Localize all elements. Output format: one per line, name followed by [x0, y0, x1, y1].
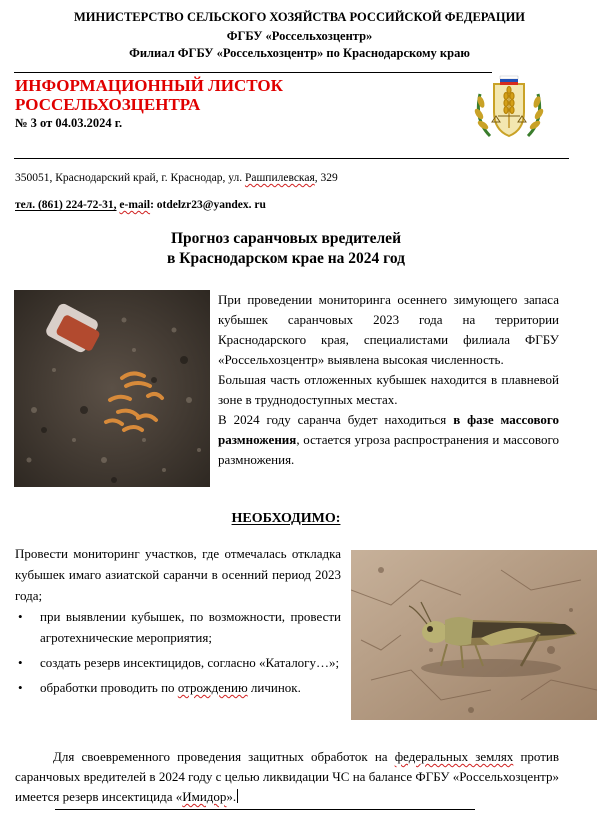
phone: тел. (861) 224-72-31, [15, 199, 117, 211]
address-text: 350051, Краснодарский край, г. Краснодар, ул. [15, 172, 245, 184]
para3-emphasis: в фазе массового размножения [218, 412, 559, 447]
email-label: e-mail [119, 199, 151, 211]
address [15, 172, 338, 184]
contact-line [15, 199, 266, 211]
article-paragraph-1: При проведении мониторинга осеннего зимующего запаса кубышек саранчовых 2023 года на территории Краснодарского края, специалистами филиала ФГБУ «Россельхозцентр» выявлена высокая численность. [218, 292, 559, 367]
para3-text-end: , остается угроза распространения и массового размножения. [218, 432, 559, 467]
bullet-icon: • [18, 609, 23, 624]
closing-text-end: ». [226, 789, 237, 804]
necessary-intro: Провести мониторинг участков, где отмечалась откладка кубышек имаго азиатской саранчи в осенний период 2023 года; [15, 546, 341, 603]
address-number: , 329 [314, 172, 338, 184]
closing-text-mid: против саранчовых вредителей в 2024 году с целью ликвидации ЧС на балансе ФГБУ «Россельхозцентр» имеется резерв инсектицида « [15, 749, 559, 804]
para3-text: В 2024 году саранча будет находиться [218, 412, 454, 427]
agency-name: ФГБУ «Россельхозцентр» [226, 29, 373, 43]
article-title-line2: в Краснодарском крае на 2024 год [167, 250, 405, 267]
locust-egg-pods-photo [14, 290, 210, 487]
grasshopper-photo [351, 550, 597, 720]
header-rule-top [14, 72, 492, 73]
list-item-text: создать резерв инсектицидов, согласно «Каталогу…»; [40, 655, 340, 670]
text-cursor [237, 789, 238, 803]
list-item-text: обработки проводить по [40, 680, 178, 695]
closing-paragraph [15, 747, 559, 807]
branch-name: Филиал ФГБУ «Россельхозцентр» по Краснодарскому краю [129, 46, 470, 60]
address-street: Рашпилевская [244, 172, 315, 184]
necessary-heading-text: НЕОБХОДИМО: [231, 511, 341, 526]
email-address[interactable]: : otdelzr23@yandex. ru [150, 199, 266, 211]
issue-number: № 3 от 04.03.2024 г. [15, 116, 123, 130]
bullet-icon: • [18, 680, 23, 695]
list-item [15, 606, 341, 648]
article-paragraph-2: Большая часть отложенных кубышек находится в плавневой зоне в труднодоступных местах. [218, 372, 559, 407]
federal-lands-term: федеральных землях [394, 749, 514, 764]
closing-text: Для своевременного проведения защитных обработок на [53, 749, 395, 764]
insecticide-name: Имидор [182, 789, 227, 804]
header-rule-bottom [14, 158, 569, 159]
necessary-heading [0, 511, 572, 527]
ministry-name: МИНИСТЕРСТВО СЕЛЬСКОГО ХОЗЯЙСТВА РОССИЙСКОЙ ФЕДЕРАЦИИ [73, 10, 526, 24]
list-item-term: отрождению [177, 680, 248, 695]
bulletin-title-line2: РОССЕЛЬХОЗЦЕНТРА [15, 95, 201, 114]
bulletin-title-line1: ИНФОРМАЦИОННЫЙ ЛИСТОК [15, 76, 283, 95]
article-title [0, 229, 572, 269]
footer-rule [55, 809, 475, 810]
rosselkhozcenter-emblem [470, 72, 548, 144]
article-paragraph-3 [218, 410, 559, 470]
list-item-text: при выявлении кубышек, по возможности, провести агротехнические мероприятия; [40, 609, 341, 645]
list-item [15, 677, 341, 698]
necessary-list [15, 606, 341, 698]
list-item-text-end: личинок. [247, 680, 301, 695]
article-text [218, 290, 559, 470]
bullet-icon: • [18, 655, 23, 670]
list-item [15, 652, 341, 673]
article-title-line1: Прогноз саранчовых вредителей [170, 230, 401, 247]
